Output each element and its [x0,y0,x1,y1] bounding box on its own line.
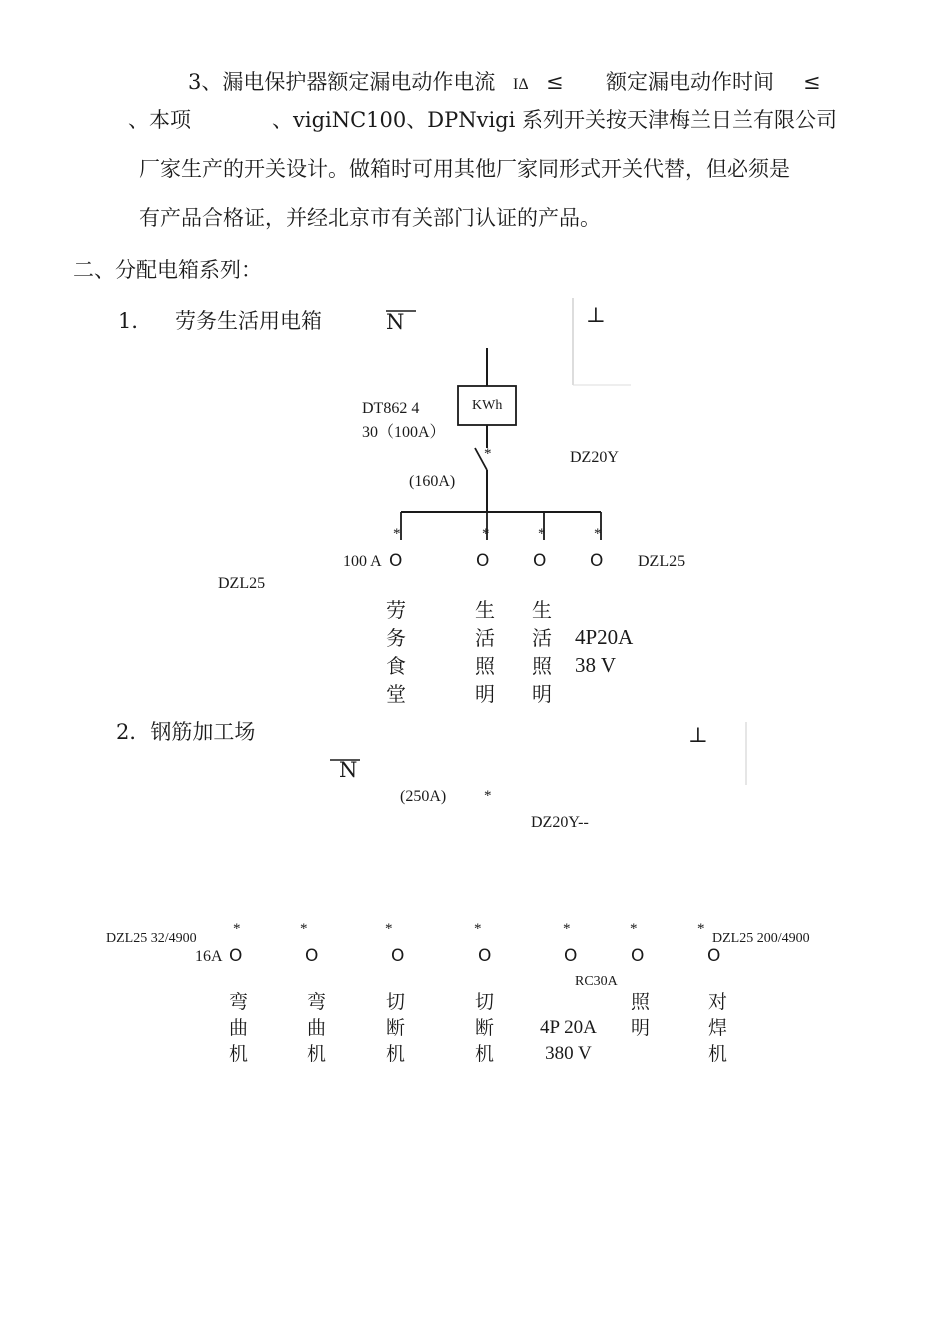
main-breaker-mark-2: * [484,788,492,804]
load-char: 活 [475,626,495,650]
branch-mark: * [482,526,490,542]
ground-symbol-2: ⊥ [688,723,708,747]
load-char: 曲 [307,1017,327,1039]
intro-line2-b: 、vigiNC100、DPNvigi 系列开关按天津梅兰日兰有限公司 [272,108,838,132]
leakage-current-symbol: IΔ [513,76,529,93]
load-char: 机 [386,1043,406,1065]
load-char: 活 [532,626,552,650]
right-breaker-spec-2: DZL25 200/4900 [712,931,810,946]
breaker-circle: O [564,946,578,966]
main-switch-mark: * [484,446,492,462]
load-char: 机 [229,1043,249,1065]
load-char: 劳 [386,598,406,622]
branch-mark: * [563,921,571,937]
branch-mark: * [697,921,705,937]
ground-symbol-1: ⊥ [586,303,606,327]
main-breaker-label-1: DZ20Y [570,449,619,466]
main-breaker-label-2: DZ20Y-- [531,814,589,831]
breaker-circle: O [478,946,492,966]
spec-text: 380 V [545,1043,592,1064]
branch-mark: * [630,921,638,937]
breaker-circle: O [229,946,243,966]
intro-line4: 有产品合格证，并经北京市有关部门认证的产品。 [139,206,601,230]
load-cutting-machine [386,989,405,1067]
spec-text: 4P 20A [540,1017,597,1038]
load-bending-machine [307,989,326,1067]
left-breaker-spec-2: DZL25 32/4900 [106,931,197,946]
load-char: 明 [532,682,552,706]
load-bending-machine [229,989,248,1067]
load-lighting [631,989,650,1041]
intro-line1-b: 额定漏电动作时间 [606,70,774,94]
meter-model: DT862 4 [362,400,420,417]
branch-mark: * [393,526,401,542]
load-char: 照 [631,991,651,1013]
load-char: 明 [631,1017,651,1039]
diagram2-title: 2．钢筋加工场 [116,720,256,744]
main-breaker-rating-2: (250A) [400,788,447,805]
intro-line3: 厂家生产的开关设计。做箱时可用其他厂家同形式开关代替，但必须是 [139,157,790,181]
breaker-circle: O [590,551,604,571]
load-char: 食 [386,654,406,678]
load-char: 切 [475,991,495,1013]
load-char: 机 [708,1043,728,1065]
load-char: 堂 [386,682,406,706]
breaker-circle: O [391,946,405,966]
spec-voltage: 38 V [575,653,617,677]
intro-line2-a: 、本项 [128,108,191,132]
load-living-lighting [475,596,495,708]
le-symbol-1: ≤ [546,70,564,94]
load-char: 机 [475,1043,495,1065]
breaker-circle: O [631,946,645,966]
breaker-circle: O [707,946,721,966]
neutral-label-1: N [386,310,405,334]
load-char: 曲 [229,1017,249,1039]
diagram1-title: 劳务生活用电箱 [175,309,322,333]
load-living-lighting [532,596,552,708]
breaker-circle: O [476,551,490,571]
load-welding-machine [708,989,727,1067]
rcd-label: RC30A [575,974,618,989]
load-cutting-machine [475,989,494,1067]
load-char: 断 [475,1017,495,1039]
load-char: 对 [708,991,728,1013]
load-canteen [386,596,406,708]
breaker-circle: O [305,946,319,966]
left-rating-2: 16A [195,948,223,965]
load-char: 生 [532,598,552,622]
load-char: 断 [386,1017,406,1039]
branch-mark: * [385,921,393,937]
load-char: 弯 [229,991,249,1013]
load-char: 生 [475,598,495,622]
branch-mark: * [474,921,482,937]
spec-rating-2 [540,1015,597,1067]
load-char: 照 [532,654,552,678]
meter-rating: 30（100A） [362,424,446,441]
le-symbol-2: ≤ [803,70,821,94]
section-title: 二、分配电箱系列： [73,258,262,282]
breaker-circle: O [389,551,403,571]
load-char: 照 [475,654,495,678]
breaker-circle: O [533,551,547,571]
intro-line1-a: 3、漏电保护器额定漏电动作电流 [188,70,496,94]
neutral-label-2: N [339,758,358,782]
branch-mark: * [233,921,241,937]
right-breaker-label-1: DZL25 [638,553,686,570]
load-char: 焊 [708,1017,728,1039]
branch-left-rating: 100 A [343,553,382,570]
branch-mark: * [594,526,602,542]
load-char: 务 [386,626,406,650]
diagram1-number: 1． [118,309,153,333]
load-char: 明 [475,682,495,706]
kwh-meter-label: KWh [472,398,503,413]
load-char: 弯 [307,991,327,1013]
load-char: 切 [386,991,406,1013]
left-breaker-label-1: DZL25 [218,575,266,592]
load-char: 机 [307,1043,327,1065]
branch-mark: * [300,921,308,937]
main-breaker-rating-1: (160A) [409,473,456,490]
branch-mark: * [538,526,546,542]
spec-rating: 4P20A [575,625,634,649]
